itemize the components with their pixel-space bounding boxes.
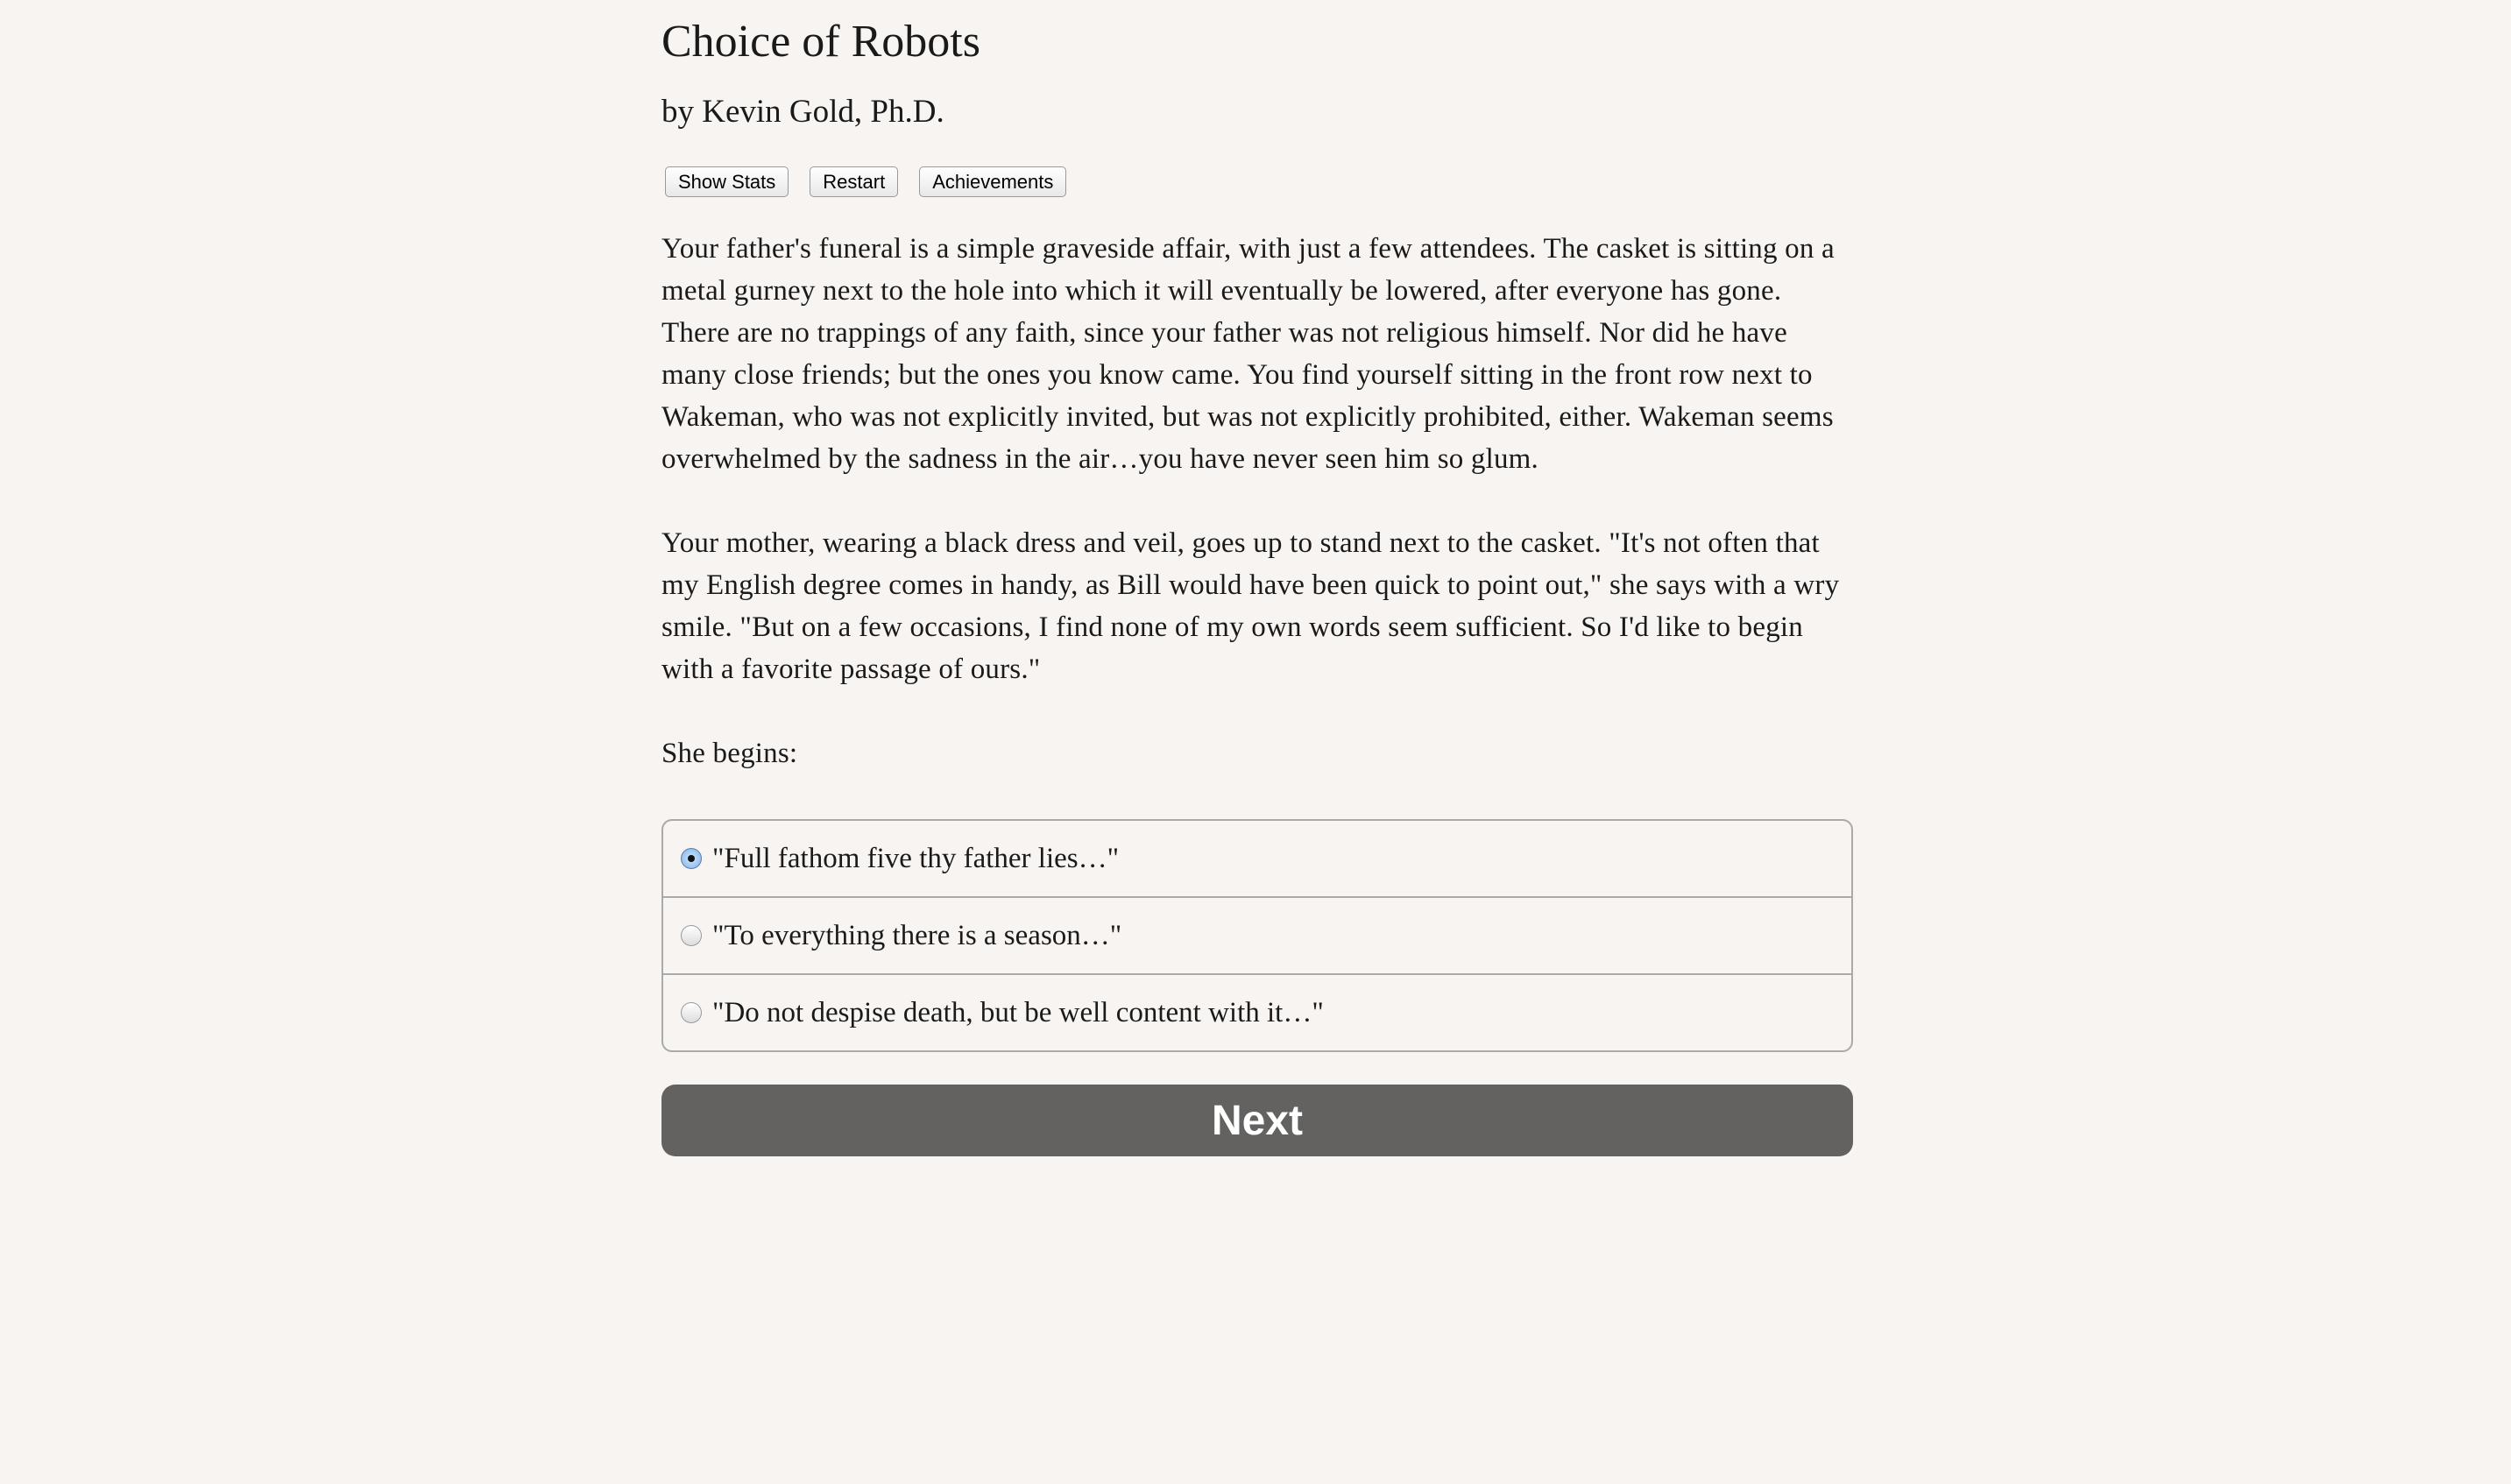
choice-option[interactable]: [663, 973, 1851, 1050]
choice-list: [661, 819, 1853, 1052]
story-paragraph: Your mother, wearing a black dress and veil, goes up to stand next to the casket. "It's not often that my English degree comes in handy, as Bill would have been quick to point out," she says with a wry smile. "But on a few occasions, I find none of my own words seem sufficient. So I'd like to begin with a favorite passage of ours.": [661, 527, 1840, 685]
show-stats-button[interactable]: Show Stats: [665, 166, 789, 197]
game-title: Choice of Robots: [661, 17, 980, 67]
story-text: [661, 228, 1851, 816]
radio-icon[interactable]: [681, 925, 702, 946]
choice-label: "Do not despise death, but be well content with it…": [712, 996, 1324, 1028]
story-paragraph: Your father's funeral is a simple graveside affair, with just a few attendees. The casket is sitting on a metal gurney next to the hole into which it will eventually be lowered, after everyone has gone. There are no trappings of any faith, since your father was not religious himself. Nor did he have many close friends; but the ones you know came. You find yourself sitting in the front row next to Wakeman, who was not explicitly invited, but was not explicitly prohibited, either. Wakeman seems overwhelmed by the sadness in the air…you have never seen him so glum.: [661, 233, 1835, 475]
radio-icon[interactable]: [681, 1002, 702, 1023]
story-paragraph: She begins:: [661, 738, 798, 769]
choice-option[interactable]: [663, 821, 1851, 896]
restart-button[interactable]: Restart: [810, 166, 898, 197]
choice-label: "Full fathom five thy father lies…": [712, 842, 1120, 874]
toolbar: [665, 166, 1066, 197]
radio-selected-icon[interactable]: [681, 848, 702, 869]
achievements-button[interactable]: Achievements: [919, 166, 1066, 197]
next-button[interactable]: Next: [661, 1085, 1853, 1156]
author-line: by Kevin Gold, Ph.D.: [661, 94, 944, 130]
choice-option[interactable]: [663, 896, 1851, 973]
choice-label: "To everything there is a season…": [712, 919, 1122, 951]
